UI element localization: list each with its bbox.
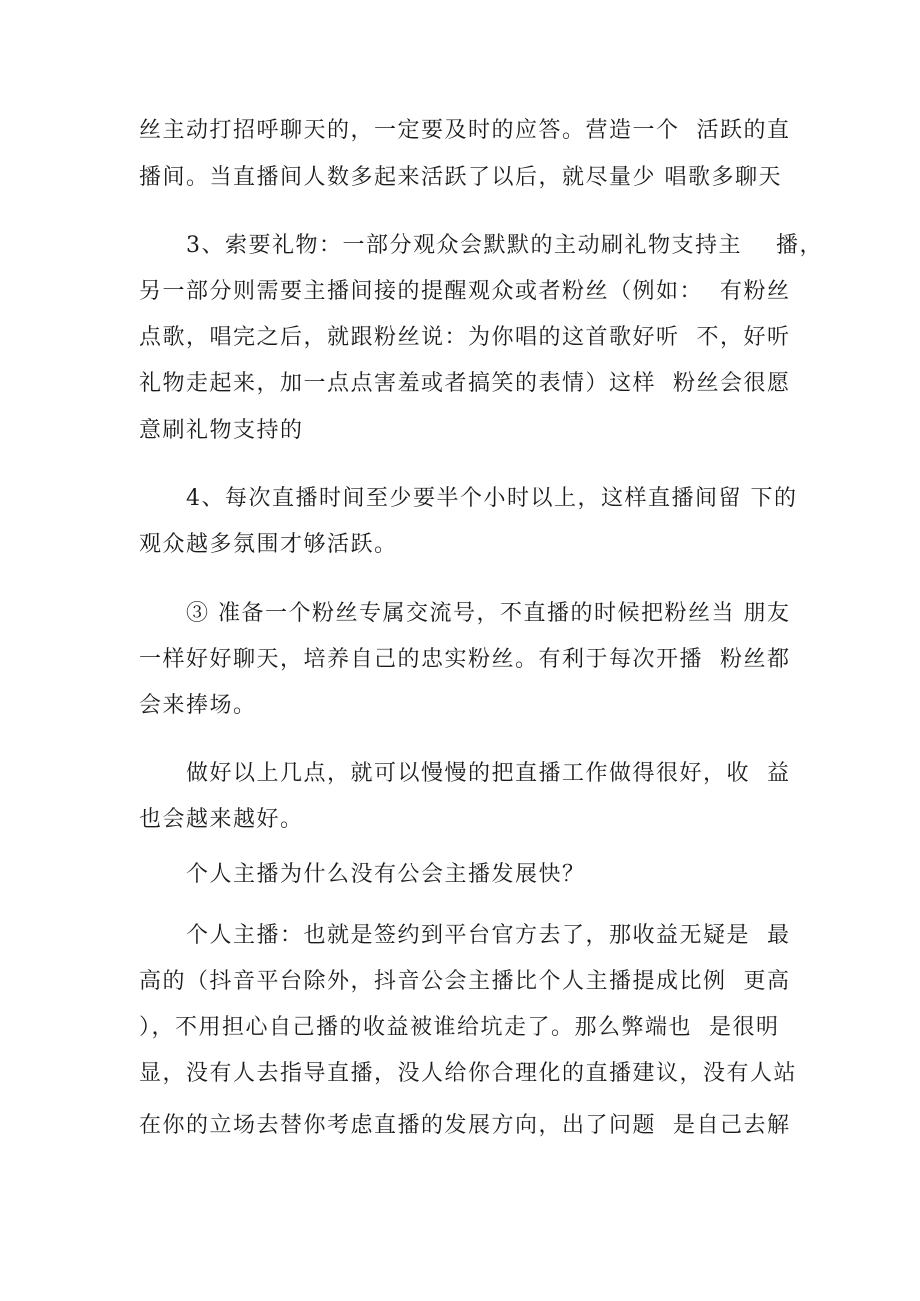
text-line: 高的（抖音平台除外，抖音公会主播比个人主播提成比例 更高 bbox=[139, 969, 791, 994]
text-line: 另一部分则需要主播间接的提醒观众或者粉丝（例如： 有粉丝 bbox=[139, 279, 791, 304]
text-line: 礼物走起来，加一点点害羞或者搞笑的表情）这样 粉丝会很愿 bbox=[139, 371, 791, 396]
text-line: 个人主播：也就是签约到平台官方去了，那收益无疑是 最 bbox=[186, 923, 791, 948]
text-line: 意刷礼物支持的 bbox=[139, 418, 304, 443]
text-line: ），不用担心自己播的收益被谁给坑走了。那么弊端也 是很明 bbox=[139, 1015, 780, 1040]
text-line: 观众越多氛围才够活跃。 bbox=[139, 532, 398, 557]
text-line: 一样好好聊天，培养自己的忠实粉丝。有利于每次开播 粉丝都 bbox=[139, 647, 791, 672]
text-line: 播间。当直播间人数多起来活跃了以后，就尽量少 唱歌多聊天 bbox=[139, 165, 782, 190]
section-question: 个人主播为什么没有公会主播发展快？ bbox=[186, 862, 586, 887]
text-line: 4、每次直播时间至少要半个小时以上，这样直播间留 下的 bbox=[186, 486, 798, 511]
text-line: 3、索要礼物：一部分观众会默默的主动刷礼物支持主 播， bbox=[186, 233, 823, 258]
text-line: 做好以上几点，就可以慢慢的把直播工作做得很好，收 益 bbox=[186, 761, 791, 786]
text-line: 点歌，唱完之后，就跟粉丝说：为你唱的这首歌好听 不，好听 bbox=[139, 325, 791, 350]
text-line: 丝主动打招呼聊天的，一定要及时的应答。营造一个 活跃的直 bbox=[139, 118, 791, 143]
text-line: 也会越来越好。 bbox=[139, 807, 304, 832]
text-line: ③ 准备一个粉丝专属交流号，不直播的时候把粉丝当 朋友 bbox=[186, 601, 791, 626]
text-line: 显，没有人去指导直播，没人给你合理化的直播建议，没有人站 bbox=[139, 1061, 798, 1086]
text-line: 在你的立场去替你考虑直播的发展方向，出了问题 是自己去解 bbox=[139, 1113, 791, 1138]
text-line: 会来捧场。 bbox=[139, 693, 257, 718]
